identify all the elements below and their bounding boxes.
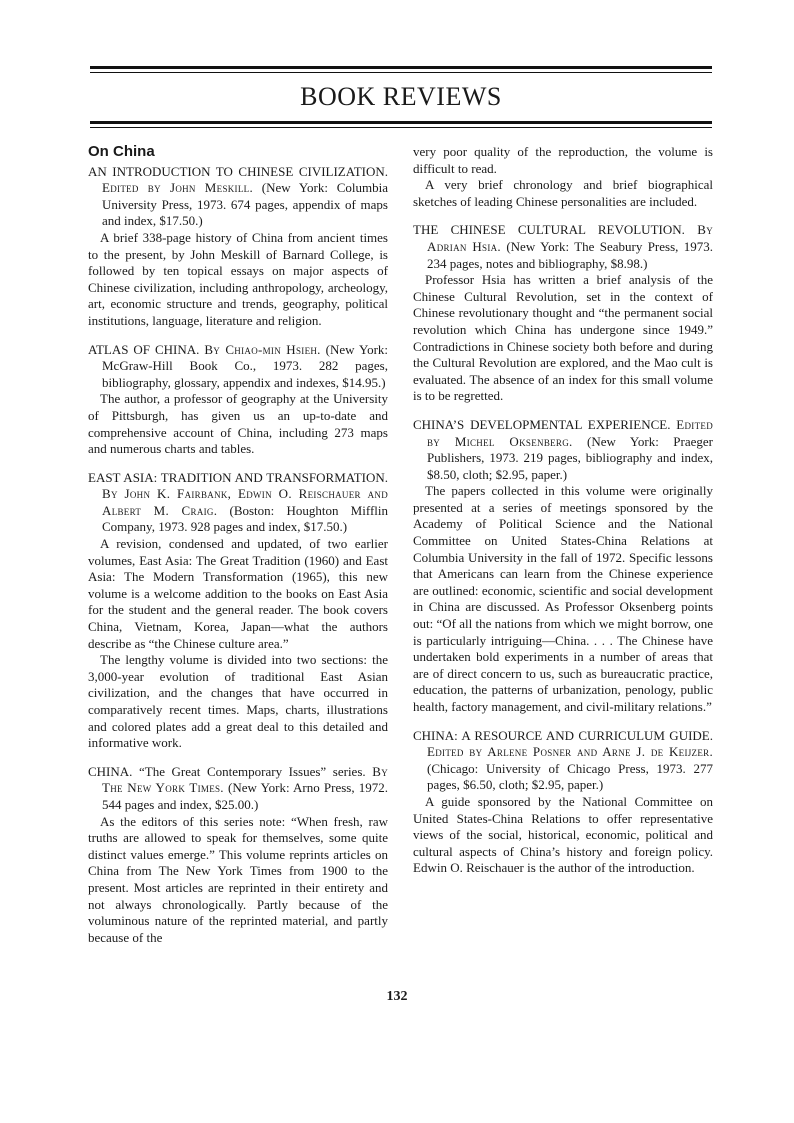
review-citation: [88, 342, 388, 392]
book-title: EAST ASIA: TRADITION AND TRANSFORMATION.: [88, 469, 388, 485]
left-column: [88, 144, 388, 958]
book-publication-info: (New York: Columbia University Press, 1973. 674 pages, appendix of maps and index, $17.50.): [102, 180, 388, 229]
review-citation: [413, 222, 713, 272]
review-citation: [88, 164, 388, 230]
book-title: THE CHINESE CULTURAL REVOLUTION.: [413, 222, 685, 238]
title-rule-thin: [90, 127, 712, 128]
review-paragraph: A very brief chronology and brief biographical sketches of leading Chinese personalities are included.: [413, 177, 713, 209]
book-author: Edited by Arlene Posner and Arne J. de Keijzer.: [427, 744, 713, 760]
review-entry: [88, 342, 388, 458]
review-paragraph: very poor quality of the reproduction, the volume is difficult to read.: [413, 144, 713, 176]
review-entry: [88, 764, 388, 947]
book-publication-info: (Chicago: University of Chicago Press, 1973. 277 pages, $6.50, cloth; $2.95, paper.): [427, 760, 713, 793]
top-rule-thin: [90, 72, 712, 73]
book-author: Edited by John Meskill.: [102, 180, 253, 196]
book-title: AN INTRODUCTION TO CHINESE CIVILIZATION.: [88, 163, 388, 179]
book-publication-info: (New York: The Seabury Press, 1973. 234 pages, notes and bibliography, $8.98.): [427, 238, 713, 271]
review-paragraph: A revision, condensed and updated, of two earlier volumes, East Asia: The Great Tradition (1960) and East Asia: The Modern Transformation (1965), this new volume is a welcome addition to the books on East Asia for the student and the general reader. The book covers China, Vietnam, Korea, Japan—what the authors describe as “the Chinese culture area.”: [88, 536, 388, 651]
review-paragraph: The author, a professor of geography at the University of Pittsburgh, has given us an up-to-date and comprehensive account of China, including 273 maps and numerous charts and tables.: [88, 391, 388, 457]
right-column: [413, 144, 713, 889]
review-paragraph: A brief 338-page history of China from ancient times to the present, by John Meskill of Barnard College, is followed by ten topical essays on major aspects of Chinese civilization, including anthropology, archeology, art, economic structure and trends, geography, political institutions, language, literature and religion.: [88, 229, 388, 328]
page-number: 132: [386, 989, 408, 1004]
review-paragraph: The papers collected in this volume were originally presented at a series of meetings sponsored by the Academy of Political Science and the National Committee on United States-China Relations at Columbia University in the fall of 1972. Specific lessons that Americans can learn from the Chinese experience are outlined: economic, scientific and social development in China are discussed. As Professor Oksenberg points out: “Of all the nations from which we might borrow, one is particularly intriguing—China. . . . The Chinese have undertaken bold experiments in a number of areas that are of direct concern to us, such as bureaucratic practice, education, the patterns of urbanization, penology, public health, factory management, and civil-military relations.”: [413, 483, 713, 714]
book-publication-info: (New York: Arno Press, 1972. 544 pages and index, $25.00.): [102, 780, 389, 812]
book-author: By Adrian Hsia.: [427, 222, 714, 254]
section-heading: On China: [88, 143, 155, 160]
title-rule-thick: [90, 121, 712, 124]
book-title: ATLAS OF CHINA.: [88, 341, 200, 357]
book-publication-info: (New York: McGraw-Hill Book Co., 1973. 282 pages, bibliography, glossary, appendix and indexes, $14.95.): [102, 341, 389, 390]
book-author: By John K. Fairbank, Edwin O. Reischauer and Albert M. Craig.: [102, 486, 388, 518]
review-entry: [413, 144, 713, 210]
review-paragraph: A guide sponsored by the National Committee on United States-China Relations to offer representative views of the social, historical, economic, political and cultural aspects of China’s history and foreign policy. Edwin O. Reischauer is the author of the introduction.: [413, 793, 713, 876]
review-citation: [88, 764, 388, 814]
review-paragraph: Professor Hsia has written a brief analysis of the Chinese Cultural Revolution, set in the context of Chinese revolutionary thought and “the permanent social revolution which China has undergone since 1949.” Contradictions in Chinese society both before and during the Cultural Revolution are explored, and the Mao cult is evaluated. The absence of an index for this small volume is to be regretted.: [413, 272, 713, 404]
book-title: CHINA: A RESOURCE AND CURRICULUM GUIDE.: [413, 727, 713, 743]
book-publication-info: (Boston: Houghton Mifflin Company, 1973. 928 pages and index, $17.50.): [102, 502, 388, 535]
review-entry: [413, 417, 713, 716]
top-rule-thick: [90, 66, 712, 69]
book-publication-info: (New York: Praeger Publishers, 1973. 219 pages, bibliography and index, $8.50, cloth; $2.95, paper.): [427, 433, 714, 482]
review-entry: [413, 728, 713, 877]
book-author: Edited by Michel Oksenberg.: [427, 416, 713, 449]
book-title: CHINA’S DEVELOPMENTAL EXPERIENCE.: [413, 416, 671, 432]
book-author: By Chiao-min Hsieh.: [204, 341, 321, 357]
review-citation: [88, 470, 388, 536]
book-title: CHINA. “The Great Contemporary Issues” series.: [88, 763, 366, 779]
review-paragraph: As the editors of this series note: “When fresh, raw truths are allowed to speak for themselves, some quite distinct values emerge.” This volume reprints articles on China from The New York Times from 1900 to the present. Most articles are reprinted in their entirety and not always chronologically. Partly because of the voluminous nature of the reprinted material, and partly because of the: [88, 813, 388, 945]
review-citation: [413, 728, 713, 794]
review-entry: [413, 222, 713, 405]
review-entry: [88, 164, 388, 330]
review-paragraph: The lengthy volume is divided into two sections: the 3,000-year evolution of traditional East Asian civilization, and the changes that have occurred in comparatively recent times. Maps, charts, illustrations and colored plates add a great deal to this detailed and informative work.: [88, 652, 388, 751]
review-citation: [413, 417, 713, 483]
page-title: BOOK REVIEWS: [300, 82, 502, 111]
review-entry: [88, 470, 388, 752]
book-author: By The New York Times.: [102, 763, 388, 796]
